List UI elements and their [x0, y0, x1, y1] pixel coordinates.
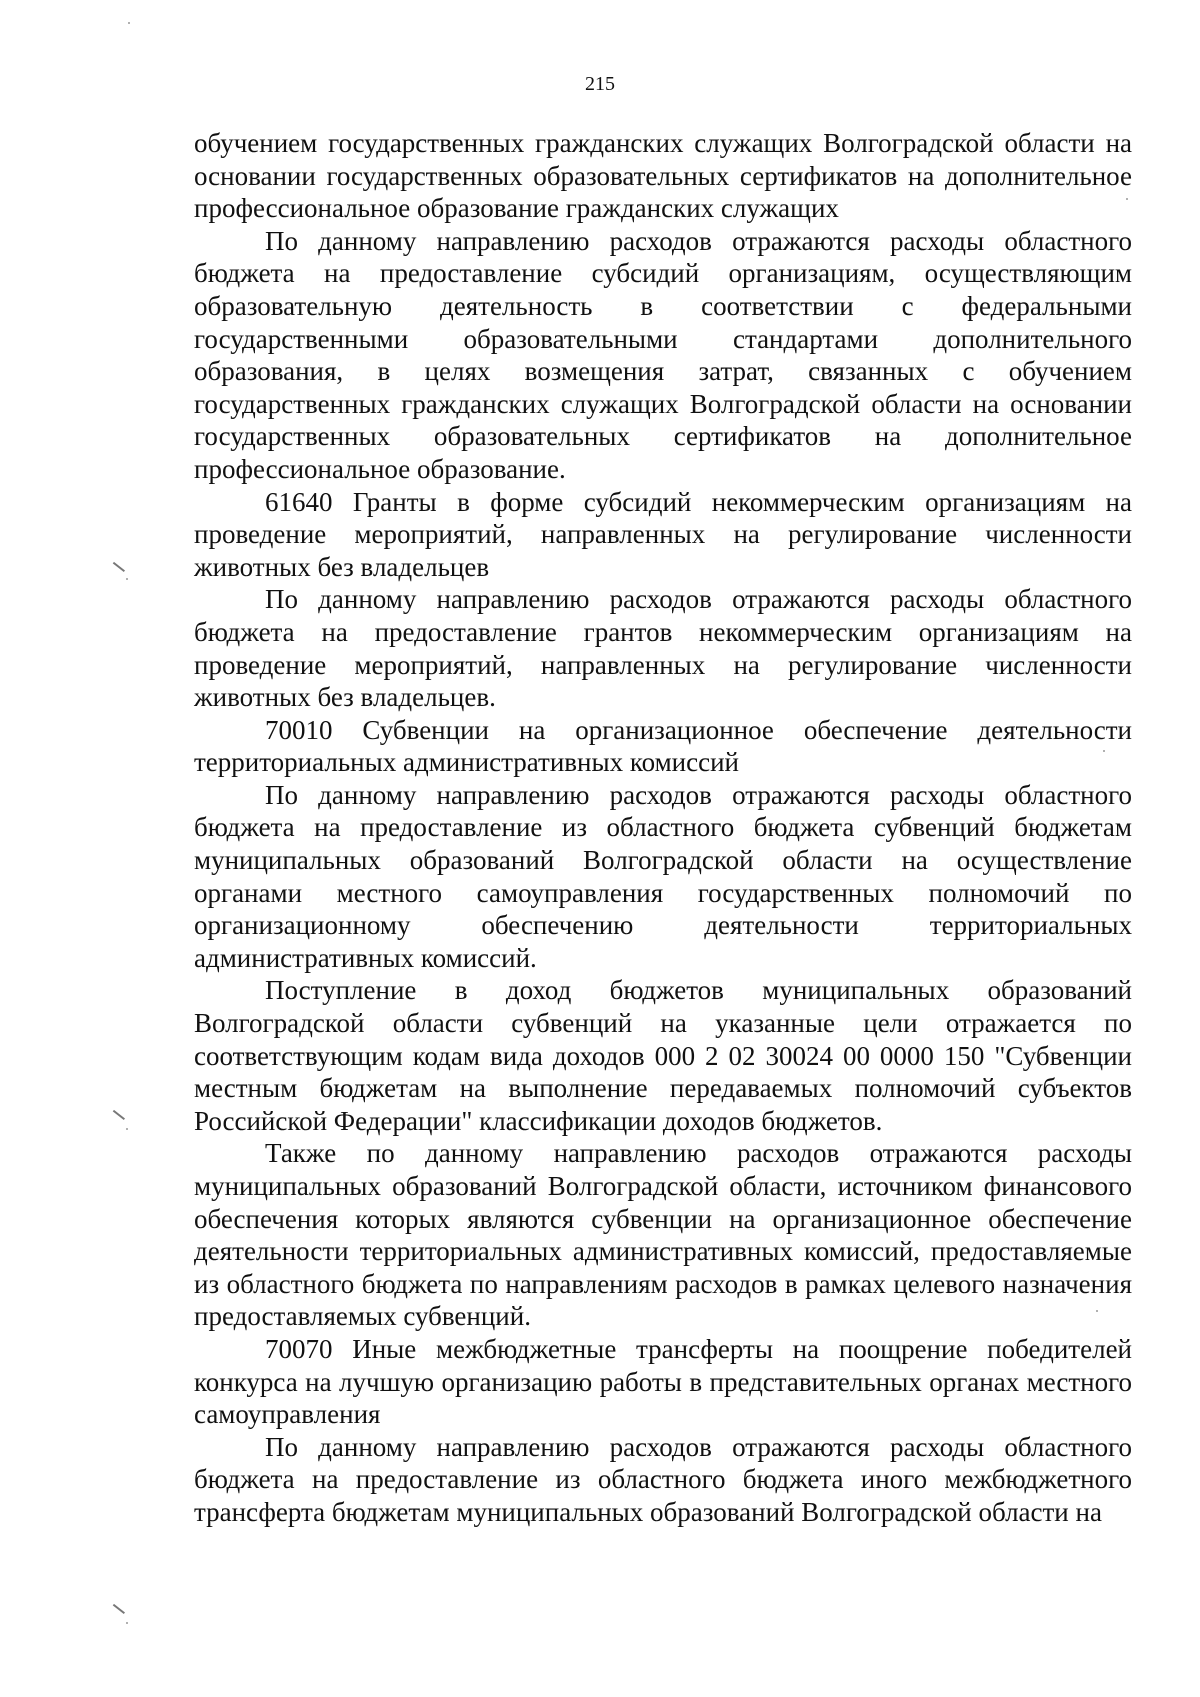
scan-dot [1103, 750, 1105, 752]
scan-dot [126, 578, 128, 580]
scan-dot [128, 22, 130, 24]
paragraph: обучением государственных гражданских служащих Волгоградской области на основании государственных образовательных сертификатов на дополнительное профессиональное образование гражданских служащих [194, 128, 1132, 224]
document-body [194, 127, 1132, 1529]
scan-dot [126, 1128, 128, 1130]
paragraph: По данному направлению расходов отражаются расходы областного бюджета на предоставление субсидий организациям, осуществляющим образовательную деятельность в соответствии с федеральными государственными образовательными стандартами дополнительного образования, в целях возмещения затрат, связанных с обучением государственных гражданских служащих Волгоградской области на основании государственных образовательных сертификатов на дополнительное профессиональное образование. [194, 225, 1132, 484]
section-heading: 70010 Субвенции на организационное обеспечение деятельности территориальных административных комиссий [194, 714, 1132, 778]
scan-mark [113, 1110, 125, 1120]
scan-mark [113, 562, 125, 572]
scan-dot [1126, 198, 1128, 200]
paragraph: По данному направлению расходов отражаются расходы областного бюджета на предоставление грантов некоммерческим организациям на проведение мероприятий, направленных на регулирование численности животных без владельцев. [194, 584, 1132, 713]
scan-dot [126, 1622, 128, 1624]
paragraph: По данному направлению расходов отражаются расходы областного бюджета на предоставление из областного бюджета иного межбюджетного трансферта бюджетам муниципальных образований Волгоградской области на [194, 1431, 1132, 1527]
scan-dot [1096, 1310, 1098, 1312]
scan-mark [113, 1604, 125, 1614]
paragraph: По данному направлению расходов отражаются расходы областного бюджета на предоставление из областного бюджета субвенций бюджетам муниципальных образований Волгоградской области на осуществление органами местного самоуправления государственных полномочий по организационному обеспечению деятельности территориальных административных комиссий. [194, 779, 1132, 973]
section-heading: 70070 Иные межбюджетные трансферты на поощрение победителей конкурса на лучшую организацию работы в представительных органах местного самоуправления [194, 1333, 1132, 1430]
section-heading: 61640 Гранты в форме субсидий некоммерческим организациям на проведение мероприятий, направленных на регулирование численности животных без владельцев [194, 486, 1132, 582]
paragraph: Поступление в доход бюджетов муниципальных образований Волгоградской области субвенций на указанные цели отражается по соответствующим кодам вида доходов 000 2 02 30024 00 0000 150 "Субвенции местным бюджетам на выполнение передаваемых полномочий субъектов Российской Федерации" классификации доходов бюджетов. [194, 975, 1132, 1136]
page-number: 215 [585, 73, 615, 95]
paragraph: Также по данному направлению расходов отражаются расходы муниципальных образований Волгоградской области, источником финансового обеспечения которых являются субвенции на организационное обеспечение деятельности территориальных административных комиссий, предоставляемые из областного бюджета по направлениям расходов в рамках целевого назначения предоставляемых субвенций. [194, 1138, 1132, 1332]
